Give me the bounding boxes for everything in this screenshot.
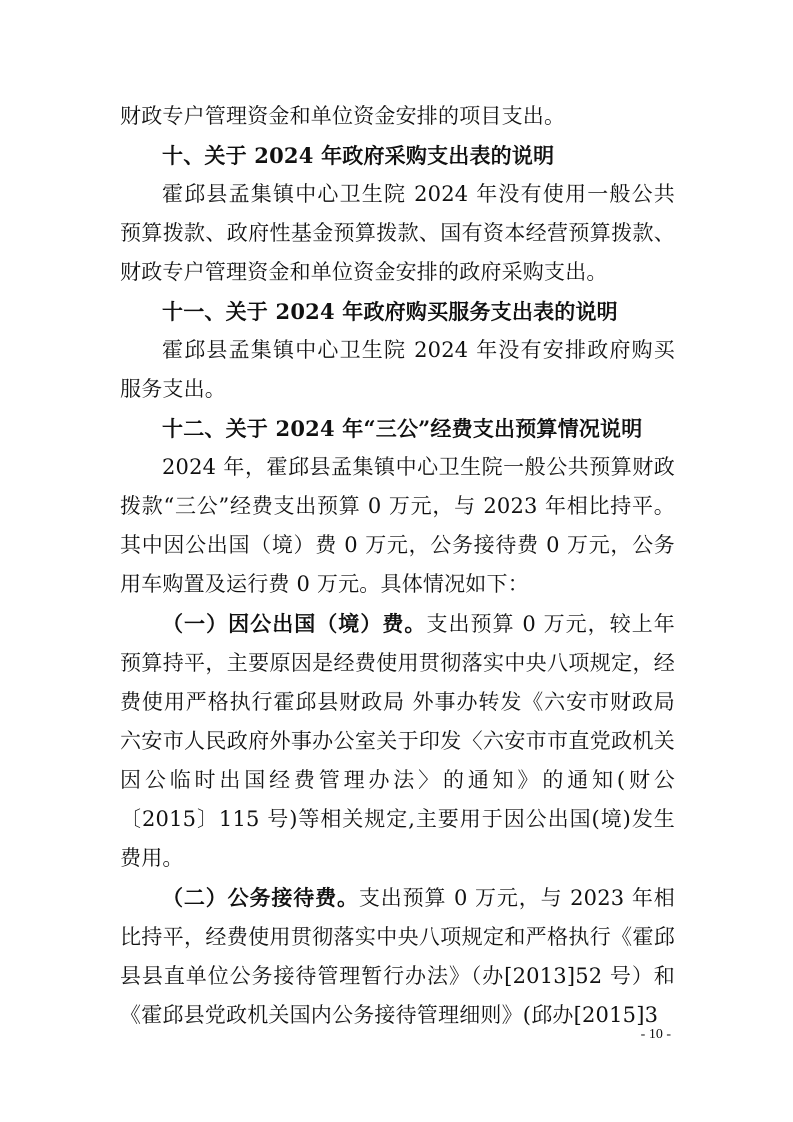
page-number: - 10 -	[640, 1027, 671, 1042]
subsection-body-reception: 支出预算 0 万元，与 2023 年相比持平，经费使用贯彻落实中央八项规定和严格执行《霍邱县县直单位公务接待管理暂行办法》（办[2013]52 号）和《霍邱县党政机关国内公务接待管理细则》(邱办[2015]3	[120, 886, 675, 1027]
subsection-title-reception: （二）公务接待费。	[162, 885, 359, 910]
paragraph-reception	[120, 878, 675, 1035]
paragraph-three-public: 2024 年，霍邱县孟集镇中心卫生院一般公共预算财政拨款“三公”经费支出预算 0 万元，与 2023 年相比持平。其中因公出国（境）费 0 万元，公务接待费 0 万元，公务用车购置及运行费 0 万元。具体情况如下：	[120, 455, 675, 596]
paragraph-continued: 财政专户管理资金和单位资金安排的项目支出。	[120, 104, 566, 128]
section-heading-12: 十二、关于 2024 年“三公”经费支出预算情况说明	[162, 416, 643, 441]
subsection-body-overseas: 支出预算 0 万元，较上年预算持平，主要原因是经费使用贯彻落实中央八项规定，经费使用严格执行霍邱县财政局 外事办转发《六安市财政局六安市人民政府外事办公室关于印发〈六安市市直党政机关因公临时出国经费管理办法〉的通知》的通知(财公〔2015〕115 号)等相关规定,主要用于因公出国(境)发生费用。	[120, 612, 676, 870]
subsection-title-overseas: （一）因公出国（境）费。	[162, 611, 427, 636]
section-heading-10: 十、关于 2024 年政府采购支出表的说明	[162, 143, 555, 168]
section-heading-11: 十一、关于 2024 年政府购买服务支出表的说明	[162, 299, 618, 324]
paragraph-overseas	[120, 604, 675, 878]
body-text	[120, 97, 675, 1035]
paragraph-purchase-services: 霍邱县孟集镇中心卫生院 2024 年没有安排政府购买服务支出。	[120, 338, 675, 401]
paragraph-procurement: 霍邱县孟集镇中心卫生院 2024 年没有使用一般公共预算拨款、政府性基金预算拨款、国有资本经营预算拨款、财政专户管理资金和单位资金安排的政府采购支出。	[120, 182, 675, 284]
